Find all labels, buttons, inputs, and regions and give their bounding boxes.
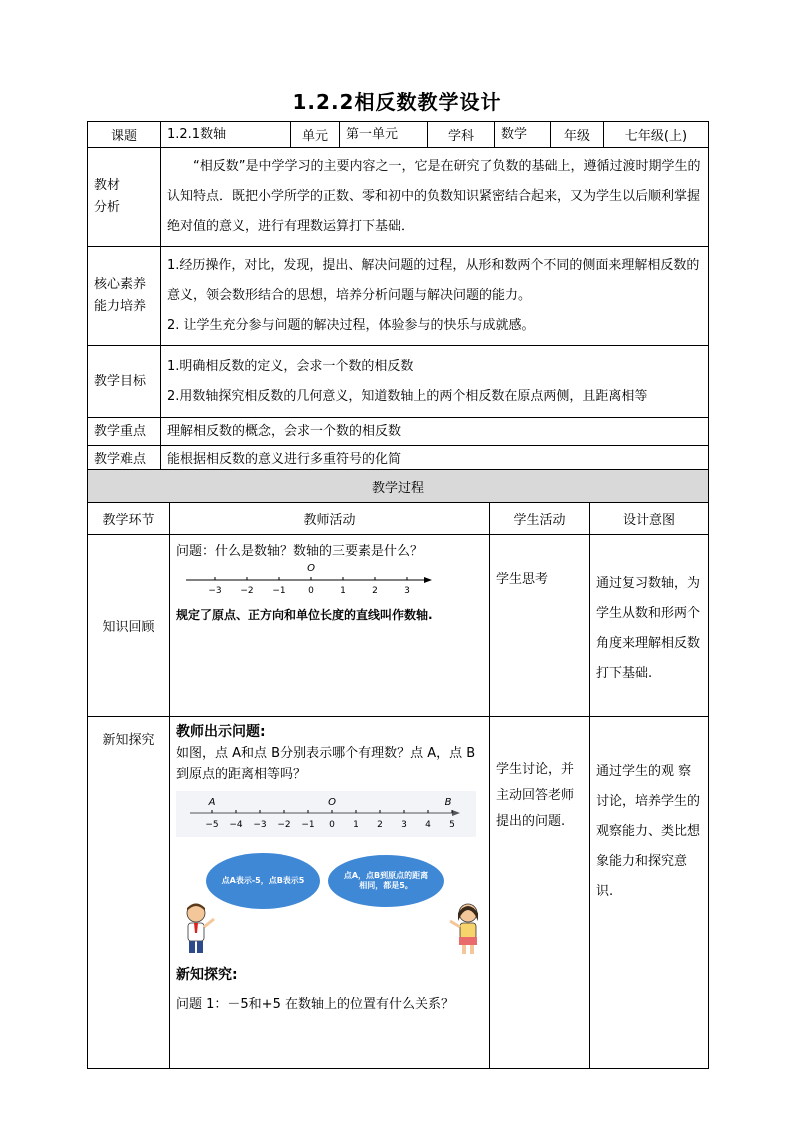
page-title: 1.2.2相反数教学设计 (292, 90, 502, 114)
axis-tick-label: 5 (449, 820, 455, 830)
core-label-2: 能力培养 (94, 299, 147, 314)
col-student: 学生活动 (490, 503, 590, 535)
key-label: 教学重点 (88, 418, 161, 446)
boy-icon (178, 901, 218, 955)
goal-item-2: 2.用数轴探究相反数的几何意义，知道数轴上的两个相反数在原点两侧，且距离相等 (167, 388, 648, 404)
explore-subheading: 新知探究: (176, 967, 238, 983)
review-stage: 知识回顾 (88, 535, 170, 717)
axis-tick-label: −1 (272, 586, 286, 596)
difficulty-text: 能根据相反数的意义进行多重符号的化简 (161, 446, 709, 474)
axis-arrow (424, 577, 432, 583)
grade-label: 年级 (551, 122, 604, 148)
review-teacher (170, 535, 490, 717)
explore-stage: 新知探究 (88, 717, 170, 1069)
col-intent: 设计意图 (590, 503, 709, 535)
review-intent: 通过复习数轴，为学生从数和形两个角度来理解相反数打下基础. (590, 535, 709, 717)
lesson-info-table (87, 121, 709, 474)
axis-tick-label: 1 (340, 586, 346, 596)
axis-tick-label: 2 (372, 586, 378, 596)
point-a-label: A (208, 797, 216, 808)
axis-tick-label: −3 (253, 820, 267, 830)
review-student: 学生思考 (490, 535, 590, 717)
axis-tick-label: 3 (404, 586, 410, 596)
process-heading: 教学过程 (88, 470, 709, 503)
material-label (88, 148, 161, 247)
girl-icon (446, 901, 486, 955)
explore-question: 如图，点 A和点 B分别表示哪个有理数？点 A，点 B到原点的距离相等吗？ (176, 746, 476, 782)
origin-label: O (328, 797, 336, 808)
axis-tick-label: 0 (329, 820, 335, 830)
dialog-illustration (176, 847, 483, 957)
material-label-2: 分析 (94, 200, 121, 215)
difficulty-label: 教学难点 (88, 446, 161, 474)
lesson-label: 课题 (88, 122, 161, 148)
subject-value: 数学 (495, 122, 551, 148)
core-label (88, 247, 161, 346)
core-label-1: 核心素养 (94, 277, 147, 292)
axis-tick-label: −2 (240, 586, 254, 596)
point-b-label: B (444, 797, 452, 808)
goal-label: 教学目标 (88, 346, 161, 418)
material-label-1: 教材 (94, 178, 121, 193)
goal-item-1: 1.明确相反数的定义，会求一个数的相反数 (167, 358, 414, 374)
key-text: 理解相反数的概念，会求一个数的相反数 (161, 418, 709, 446)
grade-value: 七年级(上) (604, 122, 709, 148)
speech-bubble-right: 点A，点B到原点的距离相同，都是5。 (328, 855, 444, 907)
unit-label: 单元 (291, 122, 340, 148)
axis-tick-label: 2 (377, 820, 383, 830)
explore-problem-1: 问题 1：－5和+5 在数轴上的位置有什么关系？ (176, 997, 454, 1012)
axis-tick-label: −4 (229, 820, 243, 830)
axis-tick-label: 1 (353, 820, 359, 830)
explore-heading: 教师出示问题: (176, 724, 266, 740)
axis-tick-label: 4 (425, 820, 431, 830)
process-table (87, 469, 709, 1069)
subject-label: 学科 (428, 122, 495, 148)
axis-arrow (452, 810, 460, 816)
material-text: “相反数”是中学学习的主要内容之一，它是在研究了负数的基础上，遵循过渡时期学生的认知特点．既把小学所学的正数、零和初中的负数知识紧密结合起来，又为学生以后顺利掌握绝对值的意义，进行有理数运算打下基础． (161, 148, 709, 247)
number-axis-review (180, 563, 440, 597)
axis-tick-label: 3 (401, 820, 407, 830)
explore-teacher (170, 717, 490, 1069)
axis-tick-label: −3 (208, 586, 222, 596)
axis-tick-label: −2 (277, 820, 291, 830)
core-item-1: 1.经历操作，对比，发现，提出、解决问题的过程，从形和数两个不同的侧面来理解相反数的意义，领会数形结合的思想，培养分析问题与解决问题的能力。 (167, 258, 700, 303)
unit-value: 第一单元 (340, 122, 428, 148)
col-stage: 教学环节 (88, 503, 170, 535)
col-teacher: 教师活动 (170, 503, 490, 535)
explore-intent: 通过学生的观 察讨论，培养学生的观察能力、类比想象能力和探究意识. (590, 717, 709, 1069)
axis-tick-label: 0 (308, 586, 314, 596)
core-text (161, 247, 709, 346)
core-item-2: 2. 让学生充分参与问题的解决过程，体验参与的快乐与成就感。 (167, 318, 535, 333)
axis-tick-label: −1 (301, 820, 315, 830)
explore-student: 学生讨论，并主动回答老师提出的问题. (490, 717, 590, 1069)
origin-label: O (307, 563, 315, 574)
review-definition: 规定了原点、正方向和单位长度的直线叫作数轴. (176, 608, 433, 622)
lesson-value: 1.2.1数轴 (161, 122, 291, 148)
goal-text (161, 346, 709, 418)
review-question: 问题：什么是数轴？数轴的三要素是什么？ (176, 544, 424, 559)
axis-tick-label: −5 (205, 820, 219, 830)
speech-bubble-left: 点A表示-5，点B表示5 (206, 853, 320, 909)
number-axis-explore (176, 791, 476, 837)
